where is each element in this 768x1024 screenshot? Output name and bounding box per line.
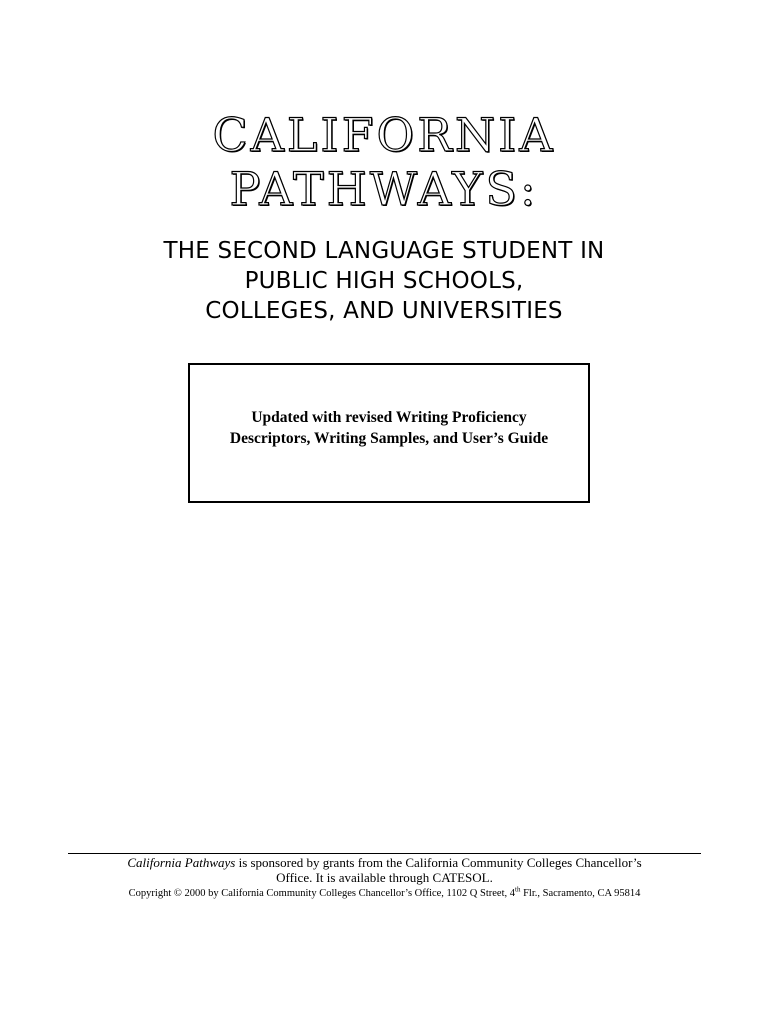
footer-sponsor-line-2: Office. It is available through CATESOL. xyxy=(276,870,493,885)
title-line-2: PATHWAYS: xyxy=(229,162,539,216)
footer-copyright xyxy=(68,887,701,901)
title-line-1: CALIFORNIA xyxy=(212,108,556,162)
subtitle-line-3: COLLEGES, AND UNIVERSITIES xyxy=(205,298,563,324)
copyright-ordinal-suffix: th xyxy=(515,885,521,894)
document-subtitle xyxy=(0,236,768,326)
update-notice-box xyxy=(188,363,590,503)
footer-sponsor-line-1 xyxy=(68,855,701,870)
document-title xyxy=(0,108,768,216)
footer-publication-name: California Pathways xyxy=(127,855,236,870)
update-notice-line-2: Descriptors, Writing Samples, and User’s Guide xyxy=(229,430,549,447)
subtitle-line-2: PUBLIC HIGH SCHOOLS, xyxy=(244,268,524,294)
update-notice-line-1: Updated with revised Writing Proficiency xyxy=(251,409,527,426)
footer-sponsor-note xyxy=(68,855,701,885)
footer-sponsor-text: is sponsored by grants from the California Community Colleges Chancellor’s xyxy=(235,855,642,870)
footer-divider xyxy=(68,853,701,854)
update-notice-text xyxy=(190,407,588,449)
subtitle-line-1: THE SECOND LANGUAGE STUDENT IN xyxy=(163,238,605,264)
copyright-text-part-1: Copyright © 2000 by California Community Colleges Chancellor’s Office, 1102 Q Street, 4 xyxy=(128,888,515,899)
copyright-text-part-2: Flr., Sacramento, CA 95814 xyxy=(520,888,641,899)
